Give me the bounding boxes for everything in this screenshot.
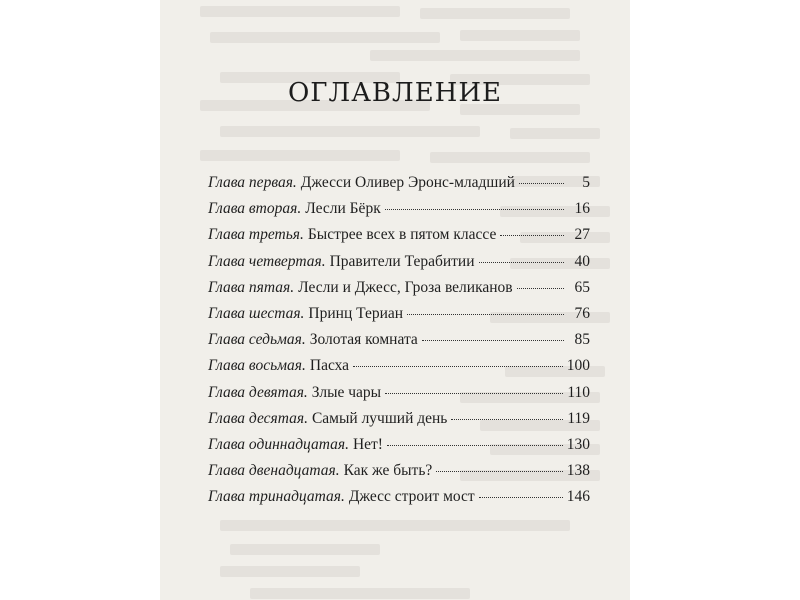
chapter-title: Быстрее всех в пятом классе [307, 226, 497, 244]
page-number: 130 [566, 435, 590, 453]
page-number: 110 [567, 383, 590, 401]
dot-leader [422, 340, 564, 341]
toc-entry [208, 488, 590, 514]
toc-entry [208, 174, 590, 200]
dot-leader [479, 497, 563, 498]
table-of-contents [208, 174, 590, 514]
dot-leader [385, 393, 563, 394]
dot-leader [436, 471, 562, 472]
chapter-label: Глава одиннадцатая. [208, 435, 349, 453]
toc-entry [208, 384, 590, 410]
chapter-title: Как же быть? [343, 462, 433, 480]
chapter-title: Злые чары [311, 383, 382, 401]
dot-leader [387, 445, 563, 446]
dot-leader [479, 262, 564, 263]
chapter-title: Пасха [309, 357, 350, 375]
chapter-label: Глава первая. [208, 174, 297, 191]
toc-entry [208, 253, 590, 279]
page-number: 146 [566, 488, 590, 506]
page-number: 40 [574, 252, 590, 270]
chapter-title: Лесли Бёрк [305, 200, 381, 218]
chapter-title: Лесли и Джесс, Гроза великанов [298, 278, 513, 296]
chapter-title: Принц Териан [308, 304, 404, 322]
page-number: 5 [582, 174, 590, 191]
chapter-label: Глава седьмая. [208, 331, 306, 349]
dot-leader [385, 209, 564, 210]
chapter-label: Глава девятая. [208, 383, 308, 401]
chapter-label: Глава тринадцатая. [208, 488, 345, 506]
chapter-label: Глава третья. [208, 226, 304, 244]
toc-entry [208, 410, 590, 436]
page-number: 16 [574, 200, 590, 218]
page-number: 65 [574, 278, 590, 296]
chapter-label: Глава восьмая. [208, 357, 306, 375]
chapter-label: Глава четвертая. [208, 252, 326, 270]
chapter-label: Глава десятая. [208, 409, 308, 427]
toc-entry [208, 279, 590, 305]
chapter-label: Глава шестая. [208, 304, 305, 322]
chapter-label: Глава двенадцатая. [208, 462, 340, 480]
dot-leader [451, 419, 563, 420]
chapter-label: Глава вторая. [208, 200, 302, 218]
page-title: ОГЛАВЛЕНИЕ [287, 78, 503, 108]
toc-entry [208, 200, 590, 226]
chapter-title: Джесси Оливер Эронс-младший [300, 174, 515, 191]
toc-entry [208, 331, 590, 357]
dot-leader [517, 288, 564, 289]
page-number: 76 [574, 304, 590, 322]
chapter-title: Самый лучший день [311, 409, 448, 427]
chapter-title: Правители Терабитии [329, 252, 475, 270]
page-number: 119 [567, 409, 590, 427]
chapter-label: Глава пятая. [208, 278, 295, 296]
dot-leader [407, 314, 564, 315]
toc-entry [208, 462, 590, 488]
book-page [160, 0, 630, 600]
dot-leader [353, 366, 563, 367]
toc-entry [208, 436, 590, 462]
chapter-title: Джесс строит мост [348, 488, 475, 506]
chapter-title: Нет! [352, 435, 383, 453]
chapter-title: Золотая комната [309, 331, 418, 349]
toc-entry [208, 226, 590, 252]
page-number: 138 [566, 462, 590, 480]
page-number: 85 [574, 331, 590, 349]
page-number: 27 [574, 226, 590, 244]
toc-entry [208, 305, 590, 331]
page-number: 100 [566, 357, 590, 375]
dot-leader [500, 235, 564, 236]
dot-leader [519, 183, 564, 184]
toc-entry [208, 357, 590, 383]
